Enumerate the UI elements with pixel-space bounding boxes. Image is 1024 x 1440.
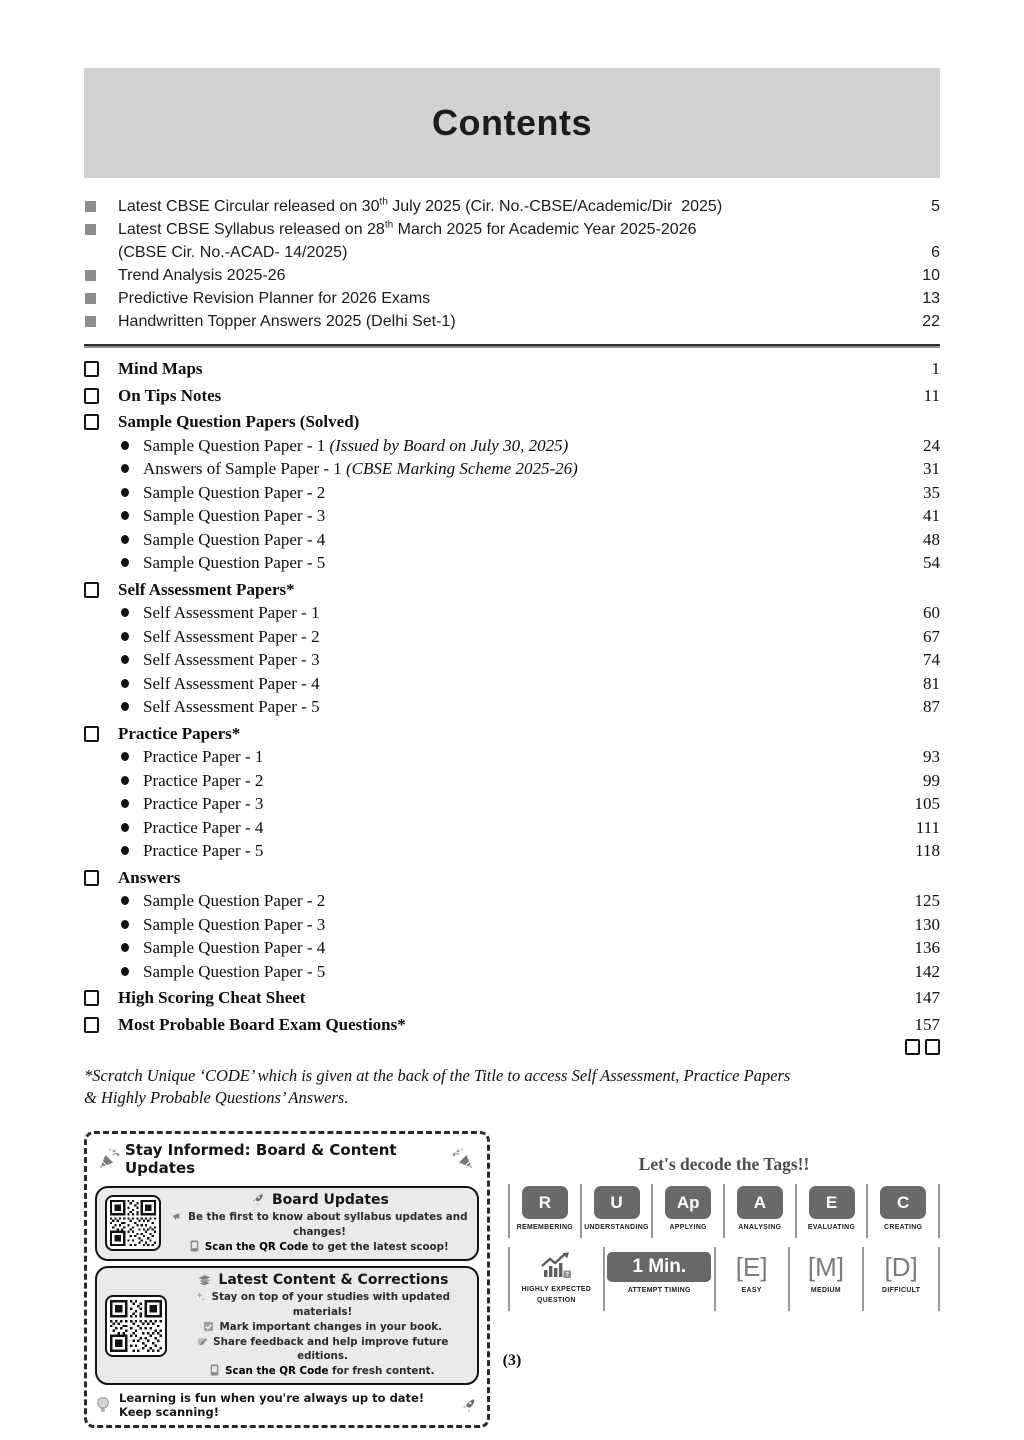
checkbox-bullet-icon [84, 870, 99, 886]
circle-bullet-icon [121, 441, 129, 450]
toc-sub-row[interactable]: Answers of Sample Paper - 1 (CBSE Marking Scheme 2025-26) 31 [84, 457, 940, 481]
tag-letter-badge: E [809, 1186, 855, 1219]
tag-analysing: A ANALYSING [723, 1184, 795, 1238]
circle-bullet-icon [121, 679, 129, 688]
tag-applying: Ap APPLYING [651, 1184, 723, 1238]
page-ref: 22 [922, 313, 940, 330]
toc-section-row[interactable]: Mind Maps 1 [84, 357, 940, 381]
checkbox-bullet-icon [84, 388, 99, 404]
easy-badge: [E] [735, 1252, 768, 1283]
square-bullet-icon [85, 316, 96, 327]
page-ref: 5 [931, 198, 940, 215]
page-ref: 13 [922, 290, 940, 307]
checkbox-bullet-icon [84, 361, 99, 377]
toc-sub-row[interactable]: Sample Question Paper - 2 125 [84, 889, 940, 913]
checkbox-bullet-icon [84, 1017, 99, 1033]
page-ref: 87 [923, 697, 940, 716]
circle-bullet-icon [121, 752, 129, 761]
page-title-banner [84, 68, 940, 178]
page-ref: 60 [923, 603, 940, 622]
toc-section-row[interactable]: Answers [84, 866, 940, 890]
tag-letter-badge: C [880, 1186, 926, 1219]
page-ref: 31 [923, 459, 940, 478]
sparkle-icon [195, 1291, 206, 1302]
highly-expected-chart-icon [538, 1251, 574, 1281]
page-ref: 67 [923, 626, 940, 646]
books-icon [197, 1274, 212, 1286]
page-ref: 81 [923, 673, 940, 693]
bloom-tags-row [508, 1184, 940, 1238]
circle-bullet-icon [121, 558, 129, 567]
toc-sub-row[interactable]: Self Assessment Paper - 3 74 [84, 648, 940, 672]
checked-box-icon [203, 1321, 214, 1332]
toc-item[interactable]: Predictive Revision Planner for 2026 Exams 13 [84, 287, 940, 310]
latest-content-title: Latest Content & Corrections [176, 1272, 469, 1288]
toc-sub-row[interactable]: Practice Paper - 2 99 [84, 769, 940, 793]
toc-section-row[interactable]: Sample Question Papers (Solved) [84, 410, 940, 434]
tag-medium: [M] MEDIUM [788, 1247, 863, 1311]
difficult-badge: [D] [884, 1252, 918, 1283]
page-ref: 147 [914, 988, 940, 1007]
tag-easy: [E] EASY [714, 1247, 788, 1311]
circle-bullet-icon [121, 920, 129, 929]
toc-item[interactable]: Latest CBSE Circular released on 30th July 2025 (Cir. No.-CBSE/Academic/Dir 2025) 5 [84, 195, 940, 218]
toc-sub-row[interactable]: Sample Question Paper - 5 54 [84, 551, 940, 575]
circle-bullet-icon [121, 846, 129, 855]
page-ref: 48 [923, 529, 940, 549]
toc-sub-row[interactable]: Practice Paper - 4 111 [84, 816, 940, 840]
circle-bullet-icon [121, 823, 129, 832]
info-box-footer: Learning is fun when you're always up to date! Keep scanning! [95, 1391, 479, 1419]
section-divider [84, 344, 940, 348]
page-ref: 24 [923, 435, 940, 455]
toc-sub-row[interactable]: Sample Question Paper - 3 130 [84, 913, 940, 937]
checkbox-bullet-icon [84, 582, 99, 598]
tag-letter-badge: R [522, 1186, 568, 1219]
megaphone-icon [172, 1211, 183, 1222]
qr-code [105, 1295, 167, 1357]
page-ref: 111 [915, 817, 940, 837]
checkbox-bullet-icon [84, 990, 99, 1006]
square-bullet-icon [85, 293, 96, 304]
circle-bullet-icon [121, 967, 129, 976]
toc-sub-row[interactable]: Practice Paper - 3 105 [84, 792, 940, 816]
toc-sub-row[interactable]: Sample Question Paper - 2 35 [84, 481, 940, 505]
page-ref: 130 [914, 914, 940, 934]
circle-bullet-icon [121, 535, 129, 544]
circle-bullet-icon [121, 464, 129, 473]
circle-bullet-icon [121, 511, 129, 520]
square-bullet-icon [85, 224, 96, 235]
tag-attempt-timing: 1 Min. ATTEMPT TIMING [603, 1247, 714, 1311]
page-title: Contents [432, 102, 592, 143]
toc-sub-row[interactable]: Sample Question Paper - 5 142 [84, 960, 940, 984]
checkbox-bullet-icon [84, 726, 99, 742]
toc-item[interactable]: Handwritten Topper Answers 2025 (Delhi Set-1) 22 [84, 310, 940, 333]
tag-creating: C CREATING [866, 1184, 938, 1238]
toc-sub-row[interactable]: Self Assessment Paper - 4 81 [84, 672, 940, 696]
tag-letter-badge: U [594, 1186, 640, 1219]
bulb-icon [95, 1396, 111, 1414]
page-ref: 125 [914, 891, 940, 910]
page-ref: 1 [931, 359, 940, 378]
medium-badge: [M] [807, 1252, 844, 1283]
page-ref: 118 [915, 841, 940, 860]
toc-item[interactable]: Trend Analysis 2025-26 10 [84, 264, 940, 287]
toc-item[interactable]: Latest CBSE Syllabus released on 28th March 2025 for Academic Year 2025-2026 (CBSE Cir. No.-ACAD- 14/2025) 6 [84, 218, 940, 264]
circle-bullet-icon [121, 776, 129, 785]
toc-main-section [84, 357, 940, 1055]
page-ref: 99 [923, 770, 940, 790]
rocket-icon [460, 1398, 477, 1413]
page-ref: 157 [914, 1014, 940, 1034]
party-popper-icon [97, 1147, 123, 1171]
page-ref: 136 [914, 938, 940, 957]
meta-tags-row [508, 1247, 940, 1311]
circle-bullet-icon [121, 608, 129, 617]
tag-difficult: [D] DIFFICULT [862, 1247, 938, 1311]
page-ref: 10 [922, 267, 940, 284]
square-bullet-icon [85, 270, 96, 281]
party-popper-icon [449, 1147, 475, 1171]
checkbox-bullet-icon [925, 1039, 940, 1055]
page-ref: 6 [931, 244, 940, 261]
circle-bullet-icon [121, 702, 129, 711]
tag-highly-expected: ? HIGHLY EXPECTED QUESTION [510, 1247, 603, 1311]
page-ref: 142 [914, 961, 940, 981]
toc-section-row[interactable]: High Scoring Cheat Sheet 147 [84, 986, 940, 1010]
trailing-checkboxes [84, 1039, 940, 1055]
checkbox-bullet-icon [905, 1039, 920, 1055]
board-updates-title: Board Updates [170, 1192, 469, 1208]
toc-sub-row[interactable]: Sample Question Paper - 3 41 [84, 504, 940, 528]
toc-sub-row[interactable]: Self Assessment Paper - 2 67 [84, 625, 940, 649]
page-ref: 74 [923, 650, 940, 669]
toc-sub-row[interactable]: Practice Paper - 5 118 [84, 839, 940, 863]
circle-bullet-icon [121, 799, 129, 808]
circle-bullet-icon [121, 632, 129, 641]
svg-text:?: ? [565, 1271, 570, 1279]
toc-sub-row[interactable]: Sample Question Paper - 4 48 [84, 528, 940, 552]
tags-legend [490, 1131, 940, 1311]
toc-section-row[interactable]: Practice Papers* [84, 722, 940, 746]
tag-evaluating: E EVALUATING [795, 1184, 867, 1238]
qr-code [105, 1195, 161, 1251]
scratch-code-footnote: *Scratch Unique ‘CODE’ which is given at the back of the Title to access Self Assessment, Practice Papers & Highly Probable Questions’ Answers. [84, 1066, 791, 1107]
rocket-icon [250, 1193, 265, 1206]
toc-section-row[interactable]: Self Assessment Papers* [84, 578, 940, 602]
board-updates-card: Board Updates Be the first to know about syllabus updates and changes! Scan the QR Code to get the latest scoop! [95, 1186, 479, 1261]
page-ref: 105 [914, 794, 940, 813]
toc-sub-row[interactable]: Sample Question Paper - 4 136 [84, 936, 940, 960]
toc-top-section [84, 195, 940, 333]
page-ref: 93 [923, 747, 940, 766]
checkbox-bullet-icon [84, 414, 99, 430]
qr-scan-icon [190, 1240, 199, 1252]
latest-content-card: Latest Content & Corrections Stay on top of your studies with updated materials! Mark important changes in your book. Share feedback and help improve future editions. Scan the QR Code for fresh content. [95, 1266, 479, 1386]
page-ref: 11 [923, 385, 940, 405]
one-min-badge: 1 Min. [607, 1252, 711, 1282]
folio-page-number: (3) [502, 1352, 522, 1369]
stay-informed-title: Stay Informed: Board & Content Updates [125, 1141, 397, 1177]
page-ref: 35 [923, 482, 940, 502]
page-ref: 54 [923, 553, 940, 572]
toc-sub-row[interactable]: Sample Question Paper - 1 (Issued by Board on July 30, 2025) 24 [84, 434, 940, 458]
toc-section-row[interactable]: On Tips Notes 11 [84, 384, 940, 408]
stay-informed-box [84, 1131, 490, 1428]
circle-bullet-icon [121, 943, 129, 952]
circle-bullet-icon [121, 896, 129, 905]
tag-remembering: R REMEMBERING [510, 1184, 580, 1238]
page-ref: 41 [923, 506, 940, 525]
toc-sub-row[interactable]: Self Assessment Paper - 1 60 [84, 601, 940, 625]
circle-bullet-icon [121, 488, 129, 497]
pencil-note-icon [197, 1336, 208, 1347]
tag-letter-badge: A [737, 1186, 783, 1219]
tag-understanding: U UNDERSTANDING [580, 1184, 652, 1238]
square-bullet-icon [85, 201, 96, 212]
toc-sub-row[interactable]: Self Assessment Paper - 5 87 [84, 695, 940, 719]
circle-bullet-icon [121, 655, 129, 664]
tags-legend-title: Let's decode the Tags!! [638, 1154, 810, 1174]
toc-section-row[interactable]: Most Probable Board Exam Questions* 157 [84, 1013, 940, 1037]
tag-letter-badge: Ap [665, 1186, 711, 1219]
toc-sub-row[interactable]: Practice Paper - 1 93 [84, 745, 940, 769]
